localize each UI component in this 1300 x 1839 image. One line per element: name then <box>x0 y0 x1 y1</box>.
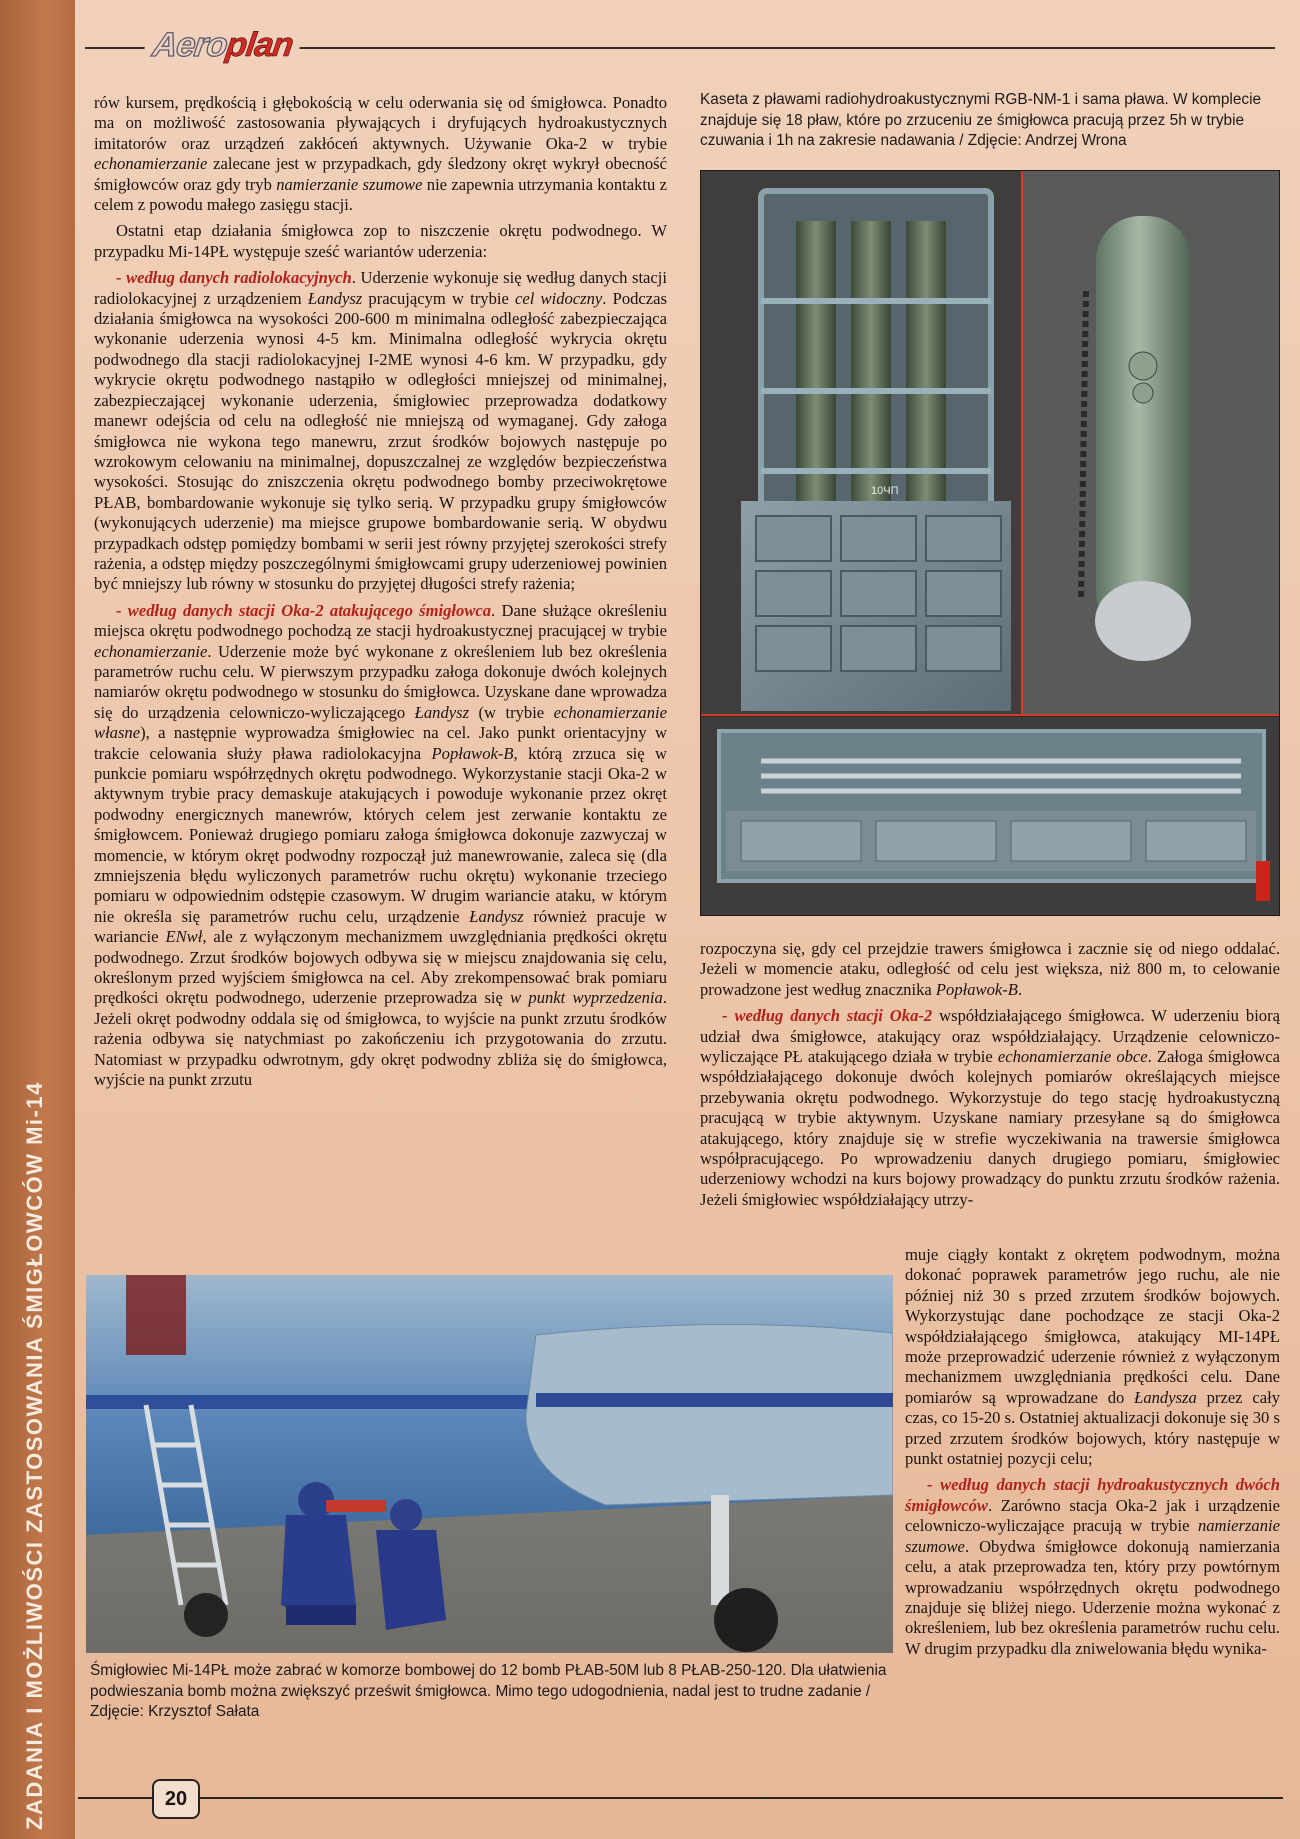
paragraph: rów kursem, prędkością i głębokością w celu oderwania się od śmigłowca. Ponadto ma on możliwość zastosowania pływających i dryfujących hydroakustycznych imitatorów oraz urządzeń zakłóceń aktywnych. Używanie Oka-2 w trybie echonamierzanie zalecane jest w przypadkach, gdy śledzony okręt wykrył obecność śmigłowców oraz gdy tryb namierzanie szumowe nie zapewnia utrzymania kontaktu z celem z powodu małego zasięgu stacji. <box>94 93 667 215</box>
variant-heading: - według danych radiolokacyjnych <box>116 268 352 288</box>
photo-caption-kaseta: Kaseta z pławami radiohydroakustycznymi RGB-NM-1 i sama pława. W komplecie znajduje się 18 pław, które po zrzuceniu ze śmigłowca pracują przez 5h w trybie czuwania i 1h na zakresie nadawania / Zdjęcie: Andrzej Wrona <box>700 91 1262 149</box>
side-title: ZADANIA I MOŻLIWOŚCI ZASTOSOWANIA ŚMIGŁOWCÓW Mi-14 <box>22 1081 47 1830</box>
logo-part-aero: Aero <box>150 26 230 64</box>
right-column-bottom <box>905 1245 1280 1659</box>
cassette-frame <box>741 191 1011 711</box>
variant-heading: - według danych stacji Oka-2 <box>722 1006 933 1026</box>
paragraph: - według danych stacji Oka-2 atakującego śmigłowca. Dane służące określeniu miejsca okrętu podwodnego pochodzą ze stacji hydroakustycznej pracującej w trybie echonamierzanie. Uderzenie może być wykonane z określeniem lub bez określenia parametrów ruchu celu. W pierwszym przypadku załoga dokonuje dwóch kolejnych namiarów okrętu podwodnego w stosunku do śmigłowca. Uzyskane dane wprowadza się do urządzenia celowniczo-wyliczającego Łandysz (w trybie echonamierzanie własne), a następnie wyprowadza śmigłowiec na cel. Jako punkt orientacyjny w trakcie celowania służy pława radiolokacyjna Popławok-B, którą zrzuca się w punkcie pomiaru współrzędnych okrętu podwodnego. Wykorzystanie stacji Oka-2 w aktywnym trybie pracy demaskuje atakujących i powoduje wykonanie przez okręt podwodny energicznych manewrów, których celem jest zerwanie kontaktu ze śmigłowcem. Ponieważ drugiego pomiaru załoga śmigłowca dokonuje zazwyczaj w momencie, w którym okręt podwodny rozpoczął już manewrowanie, zaleca się (dla zmniejszenia błędu wyliczonych parametrów ruchu okrętu) wykonanie trzeciego pomiaru w odpowiednim odstępie czasowym. W drugim wariancie ataku, w którym nie określa się parametrów ruchu celu, urządzenie Łandysz również pracuje w wariancie ENwł, ale z wyłączonym mechanizmem uwzględniania prędkości okrętu podwodnego. Zrzut środków bojowych odbywa się w miejscu znajdowania się celu, określonym przed wyjściem śmigłowca na cel. Aby zrekompensować brak pomiaru prędkości okrętu podwodnego, uderzenie przeprowadza się w punkt wyprzedzenia. Jeżeli okręt podwodny oddala się od śmigłowca, to wyjście na punkt zrzutu środków rażenia odbywa się natychmiast po zakończeniu ich przygotowania do zrzutu. Natomiast w przypadku odwrotnym, gdy okręt podwodny zbliża się do śmigłowca, wyjście na punkt zrzutu <box>94 600 667 1090</box>
logo-part-plan: plan <box>223 26 296 64</box>
paragraph: - według danych stacji Oka-2 współdziałającego śmigłowca. W uderzeniu biorą udział dwa śmigłowce, atakujący oraz współdziałający. Urządzenie celowniczo-wyliczające PŁ atakującego działa w trybie echonamierzanie obce. Załoga śmigłowca współdziałającego dokonuje dwóch kolejnych pomiarów określających miejsce przebywania okrętu podwodnego. Wykorzystuje do tego stację hydroakustyczną pracującą w trybie aktywnym. Uzyskane namiary przesyłane są do śmigłowca atakującego, który znajduje się w strefie wyczekiwania na trawersie śmigłowca współpracującego. Po wprowadzeniu danych drugiego pomiaru, śmigłowiec uderzeniowy wchodzi na kurs bojowy prowadzący do punktu zrzutu środków rażenia. Jeżeli śmigłowiec współdziałający utrzy- <box>700 1006 1280 1209</box>
sonobuoy-cassette-image <box>701 171 1279 915</box>
paragraph: muje ciągły kontakt z okrętem podwodnym, można dokonać poprawek parametrów jego ruchu, ale nie później niż 30 s przed zrzutem środków bojowych. Wykorzystując dane pochodzące ze stacji Oka-2 współdziałającego śmigłowca, atakujący MI-14PŁ może przeprowadzić uderzenie również z wyłączonym mechanizmem uwzględniania prędkości celu. Dane pomiarów są wprowadzane do Łandysza przez cały czas, co 15-20 s. Ostatniej aktualizacji dokonuje się 30 s przed zrzutem środków bojowych, który następuje w punkt ostatniej pozycji celu; <box>905 1245 1280 1469</box>
right-column-top <box>700 939 1280 1210</box>
footer-rule <box>78 1797 1283 1799</box>
single-sonobuoy <box>1081 216 1191 661</box>
paragraph: - według danych radiolokacyjnych. Uderzenie wykonuje się według danych stacji radiolokacyjnej z urządzeniem Łandysz pracującym w trybie cel widoczny. Podczas działania śmigłowca na wysokości 200-600 m minimalna odległość zabezpieczająca wykonanie uderzenia wynosi 4-5 km. Minimalna odległość wykrycia okrętu podwodnego dla stacji radiolokacyjnej I-2ME wynosi 4-6 km. W przypadku, gdy wykrycie okrętu podwodnego nastąpiło w odległości mniejszej od minimalnej, zabezpieczającej wykonanie uderzenia, śmigłowiec przeprowadza dodatkowy manewr odejścia od celu na odległość nie mniejszą od wymaganej. Gdy załoga śmigłowca nie wykona tego manewru, zrzut środków bojowych następuje po wzrokowym celowaniu na minimalnej, dopuszczalnej ze względów bezpieczeństwa wysokości. Stosując do zniszczenia okrętu podwodnego bomby przeciwokrętowe PŁAB, bombardowanie wykonuje się tylko serią. W przypadku grupy śmigłowców (wykonujących uderzenie) ma miejsce grupowe bombardowanie serią. W obydwu przypadkach odstęp pomiędzy bombami w serii jest równy przyjętej szerokości strefy rażenia, a odstęp między poszczególnymi śmigłowcami grupy uderzeniowej powinien być mniejszy lub równy w stosunku do przyjętej długości strefy rażenia; <box>94 268 667 594</box>
paragraph: rozpoczyna się, gdy cel przejdzie trawers śmigłowca i zacznie się od niego oddalać. Jeżeli w momencie ataku, odległość od celu jest większa, niż 800 m, to celowanie prowadzone jest według znacznika Popławok-B. <box>700 939 1280 999</box>
variant-heading: - według danych stacji hydroakustycznych dwóch śmigłowców <box>905 1475 1280 1515</box>
paragraph: - według danych stacji hydroakustycznych dwóch śmigłowców. Zarówno stacja Oka-2 jak i urządzenie celowniczo-wyliczające pracują w trybie namierzanie szumowe. Obydwa śmigłowce dokonują namierzania celu, a atak przeprowadza ten, który przy powtórnym wprowadzaniu współrzędnych okrętu podwodnego znajduje się bliżej niego. Uderzenie można wykonać z określeniem, lub bez określenia parametrów ruchu celu. W drugim przypadku dla zniwelowania błędu wynika- <box>905 1475 1280 1658</box>
magazine-logo <box>142 26 303 65</box>
photo-mi14-bomb-loading <box>86 1275 893 1653</box>
left-column <box>94 93 667 1091</box>
cassette-side-view <box>719 731 1270 901</box>
variant-heading: - według danych stacji Oka-2 atakującego śmigłowca <box>116 600 492 620</box>
page-number: 20 <box>152 1779 200 1819</box>
photo-sonobuoy-cassette <box>700 170 1280 916</box>
cassette-marking: 10ЧП <box>871 485 899 497</box>
side-strip <box>0 0 75 1839</box>
helicopter-image <box>86 1275 893 1653</box>
photo-caption-helicopter: Śmigłowiec Mi-14PŁ może zabrać w komorze bombowej do 12 bomb PŁAB-50M lub 8 PŁAB-250-120. Dla ułatwienia podwieszania bomb można zwiększyć prześwit śmigłowca. Mimo tego udogodnienia, nadal jest to trudne zadanie / Zdjęcie: Krzysztof Sałata <box>90 1662 887 1720</box>
paragraph: Ostatni etap działania śmigłowca zop to niszczenie okrętu podwodnego. W przypadku Mi-14PŁ występuje sześć wariantów uderzenia: <box>94 221 667 261</box>
